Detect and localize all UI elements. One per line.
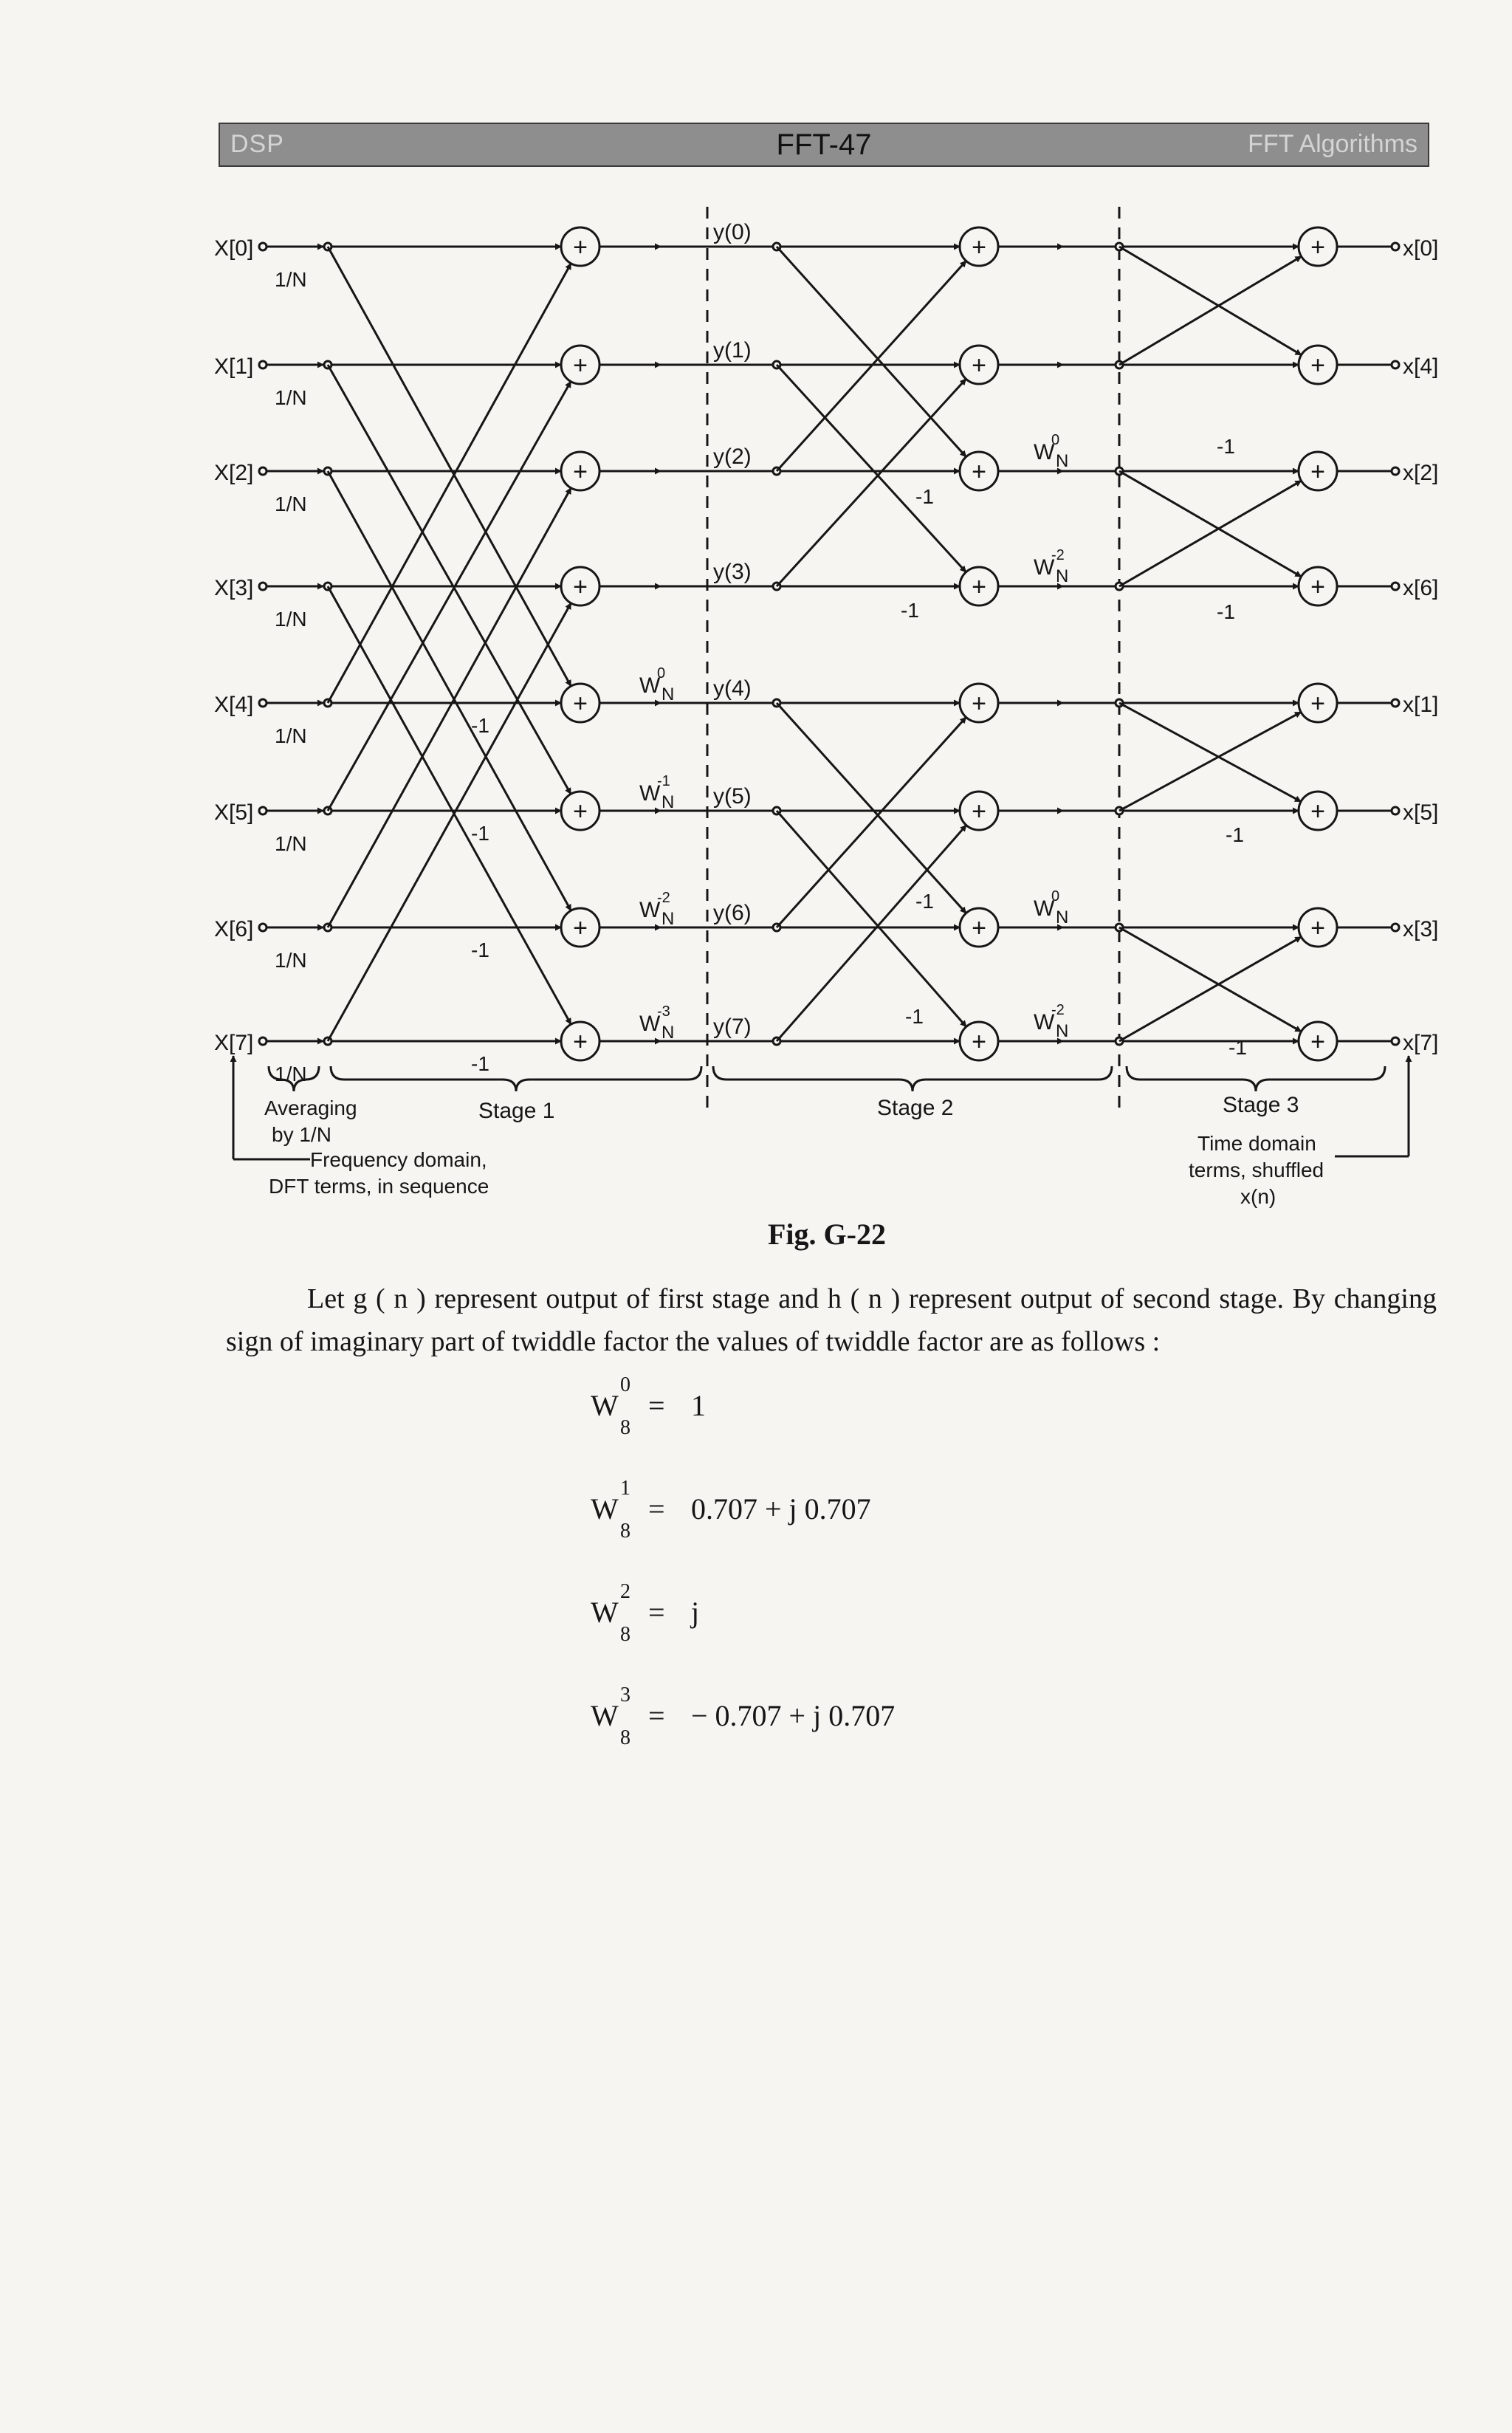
input-label: X[5] — [214, 800, 254, 825]
butterfly-line — [328, 488, 571, 927]
scale-label: 1/N — [275, 386, 307, 409]
butterfly-line — [328, 471, 571, 910]
output-label: x[6] — [1403, 576, 1439, 600]
averaging-label: by 1/N — [272, 1123, 331, 1146]
twiddle-subscript: N — [662, 1023, 675, 1043]
adder-plus-sign: + — [573, 1028, 588, 1056]
header-chapter-title: FFT Algorithms — [1248, 130, 1418, 158]
page-number: FFT-47 — [776, 128, 872, 161]
signal-node — [1392, 467, 1399, 475]
scale-label: 1/N — [275, 724, 307, 747]
twiddle-subscript: N — [662, 792, 675, 812]
stage1-output-label: y(6) — [713, 901, 752, 925]
twiddle-subscript: 8 — [620, 1520, 630, 1542]
butterfly-line — [1119, 703, 1301, 802]
twiddle-base: W — [591, 1596, 619, 1629]
signal-node — [1392, 699, 1399, 707]
equals-sign: = — [648, 1492, 665, 1526]
twiddle-exponent: 2 — [620, 1580, 630, 1603]
equals-sign: = — [648, 1389, 665, 1422]
output-label: x[7] — [1403, 1031, 1439, 1055]
stage-label: Stage 2 — [877, 1096, 954, 1120]
adder-plus-sign: + — [1310, 458, 1325, 486]
stage-label: Stage 1 — [478, 1099, 555, 1123]
twiddle-label: W — [639, 898, 661, 922]
minus-one-label: -1 — [1228, 1036, 1247, 1059]
butterfly-line — [1119, 481, 1302, 586]
input-label: X[2] — [214, 461, 254, 485]
butterfly-line — [328, 365, 571, 794]
twiddle-exponent: 0 — [620, 1373, 630, 1396]
twiddle-value: 1 — [691, 1389, 706, 1422]
scale-label: 1/N — [275, 268, 307, 291]
minus-one-label: -1 — [901, 599, 919, 622]
twiddle-exponent: 3 — [620, 1684, 630, 1706]
stage1-output-label: y(7) — [713, 1015, 752, 1039]
input-label: X[0] — [214, 236, 254, 261]
twiddle-label: W — [1034, 440, 1055, 464]
minus-one-label: -1 — [1217, 600, 1235, 623]
signal-node — [259, 807, 267, 814]
scale-label: 1/N — [275, 1063, 307, 1085]
adder-plus-sign: + — [972, 233, 986, 261]
twiddle-subscript: N — [1056, 907, 1069, 927]
minus-one-label: -1 — [471, 938, 489, 961]
butterfly-line — [328, 586, 571, 1024]
twiddle-label: W — [1034, 1010, 1055, 1034]
body-paragraph: Let g ( n ) represent output of first stage and h ( n ) represent output of second stage. By changing sign of imaginary part of twiddle factor the values of twiddle factor are as follows : — [226, 1283, 1437, 1357]
output-label: x[1] — [1403, 693, 1439, 717]
stage1-output-label: y(0) — [713, 220, 752, 244]
adder-plus-sign: + — [573, 573, 588, 601]
minus-one-label: -1 — [915, 890, 934, 913]
twiddle-value: j — [691, 1596, 700, 1629]
scale-label: 1/N — [275, 608, 307, 631]
adder-plus-sign: + — [1310, 233, 1325, 261]
adder-plus-sign: + — [972, 1028, 986, 1056]
butterfly-line — [777, 703, 966, 913]
minus-one-label: -1 — [471, 822, 489, 845]
stage1-output-label: y(4) — [713, 676, 752, 701]
signal-node — [1392, 807, 1399, 814]
butterfly-line — [1119, 471, 1302, 577]
twiddle-subscript: 8 — [620, 1623, 630, 1646]
input-label: X[3] — [214, 576, 254, 600]
adder-plus-sign: + — [1310, 797, 1325, 826]
twiddle-exponent: -1 — [657, 773, 670, 789]
butterfly-line — [1119, 256, 1302, 365]
equals-sign: = — [648, 1699, 665, 1732]
adder-plus-sign: + — [972, 458, 986, 486]
stage-brace — [331, 1066, 701, 1091]
signal-node — [259, 583, 267, 590]
signal-node — [259, 243, 267, 250]
frequency-domain-label: Frequency domain, — [310, 1148, 487, 1171]
signal-node — [1392, 924, 1399, 931]
twiddle-exponent: -2 — [1051, 547, 1065, 563]
stage1-output-label: y(2) — [713, 445, 752, 469]
signal-node — [259, 699, 267, 707]
output-label: x[0] — [1403, 236, 1439, 261]
butterfly-line — [777, 717, 966, 927]
twiddle-exponent: 0 — [1051, 888, 1060, 905]
butterfly-line — [328, 264, 571, 703]
butterfly-line — [777, 811, 966, 1026]
adder-plus-sign: + — [972, 914, 986, 942]
scale-label: 1/N — [275, 493, 307, 515]
butterfly-line — [777, 261, 966, 471]
signal-node — [1392, 583, 1399, 590]
butterfly-line — [777, 379, 966, 586]
butterfly-line — [1119, 712, 1301, 811]
twiddle-subscript: N — [1056, 566, 1069, 586]
signal-node — [259, 361, 267, 368]
stage1-output-label: y(1) — [713, 338, 752, 363]
adder-plus-sign: + — [972, 690, 986, 718]
adder-plus-sign: + — [573, 914, 588, 942]
output-label: x[4] — [1403, 354, 1439, 379]
signal-node — [1392, 361, 1399, 368]
twiddle-exponent: 0 — [1051, 432, 1060, 448]
adder-plus-sign: + — [1310, 914, 1325, 942]
output-label: x[3] — [1403, 917, 1439, 941]
twiddle-base: W — [591, 1389, 619, 1422]
averaging-label: Averaging — [264, 1097, 357, 1119]
time-domain-label: Time domain — [1197, 1132, 1316, 1155]
fft-flow-graph — [0, 177, 1512, 1211]
twiddle-label: W — [639, 1012, 661, 1036]
signal-node — [259, 924, 267, 931]
adder-plus-sign: + — [573, 797, 588, 826]
adder-plus-sign: + — [573, 351, 588, 380]
header-book-title: DSP — [230, 130, 284, 158]
butterfly-line — [328, 382, 571, 811]
input-label: X[7] — [214, 1031, 254, 1055]
page-header — [219, 123, 1429, 167]
twiddle-exponent: 1 — [620, 1477, 630, 1500]
twiddle-exponent: -3 — [657, 1003, 670, 1020]
adder-plus-sign: + — [1310, 1028, 1325, 1056]
twiddle-exponent: -2 — [657, 890, 670, 906]
adder-plus-sign: + — [1310, 573, 1325, 601]
figure-caption: Fig. G-22 — [768, 1218, 886, 1251]
adder-plus-sign: + — [1310, 351, 1325, 380]
butterfly-line — [1119, 937, 1301, 1041]
minus-one-label: -1 — [471, 1052, 489, 1075]
minus-one-label: -1 — [905, 1005, 924, 1028]
twiddle-base: W — [591, 1492, 619, 1526]
twiddle-subscript: N — [662, 684, 675, 704]
twiddle-subscript: N — [1056, 451, 1069, 471]
twiddle-label: W — [1034, 555, 1055, 580]
signal-node — [259, 1037, 267, 1045]
twiddle-value: − 0.707 + j 0.707 — [691, 1699, 896, 1732]
stage1-output-label: y(3) — [713, 560, 752, 584]
butterfly-line — [777, 247, 966, 457]
signal-node — [259, 467, 267, 475]
adder-plus-sign: + — [972, 351, 986, 380]
minus-one-label: -1 — [1217, 435, 1235, 458]
input-label: X[1] — [214, 354, 254, 379]
time-domain-label: x(n) — [1240, 1185, 1276, 1208]
adder-plus-sign: + — [573, 458, 588, 486]
twiddle-subscript: 8 — [620, 1726, 630, 1749]
butterfly-line — [1119, 927, 1301, 1032]
minus-one-label: -1 — [1226, 823, 1244, 846]
twiddle-value: 0.707 + j 0.707 — [691, 1492, 871, 1526]
minus-one-label: -1 — [915, 485, 934, 508]
butterfly-line — [1119, 247, 1302, 355]
scale-label: 1/N — [275, 949, 307, 972]
stage1-output-label: y(5) — [713, 784, 752, 809]
equals-sign: = — [648, 1596, 665, 1629]
adder-plus-sign: + — [1310, 690, 1325, 718]
input-label: X[6] — [214, 917, 254, 941]
twiddle-base: W — [591, 1699, 619, 1732]
twiddle-label: W — [639, 673, 661, 698]
minus-one-label: -1 — [471, 714, 489, 737]
twiddle-exponent: 0 — [657, 665, 666, 682]
butterfly-line — [328, 603, 571, 1041]
input-label: X[4] — [214, 693, 254, 717]
twiddle-exponent: -2 — [1051, 1002, 1065, 1018]
output-label: x[5] — [1403, 800, 1439, 825]
butterfly-line — [777, 826, 966, 1041]
adder-plus-sign: + — [573, 233, 588, 261]
time-domain-label: terms, shuffled — [1189, 1159, 1324, 1181]
signal-node — [1392, 243, 1399, 250]
scale-label: 1/N — [275, 832, 307, 855]
frequency-domain-label: DFT terms, in sequence — [269, 1175, 489, 1198]
butterfly-line — [328, 247, 571, 686]
stage-label: Stage 3 — [1223, 1093, 1299, 1117]
twiddle-label: W — [639, 781, 661, 806]
twiddle-subscript: N — [1056, 1021, 1069, 1041]
stage-brace — [1127, 1066, 1385, 1091]
adder-plus-sign: + — [972, 797, 986, 826]
signal-node — [1392, 1037, 1399, 1045]
twiddle-subscript: N — [662, 909, 675, 929]
twiddle-label: W — [1034, 896, 1055, 921]
stage-brace — [713, 1066, 1112, 1091]
output-label: x[2] — [1403, 461, 1439, 485]
adder-plus-sign: + — [573, 690, 588, 718]
butterfly-line — [777, 365, 966, 572]
adder-plus-sign: + — [972, 573, 986, 601]
twiddle-subscript: 8 — [620, 1416, 630, 1439]
